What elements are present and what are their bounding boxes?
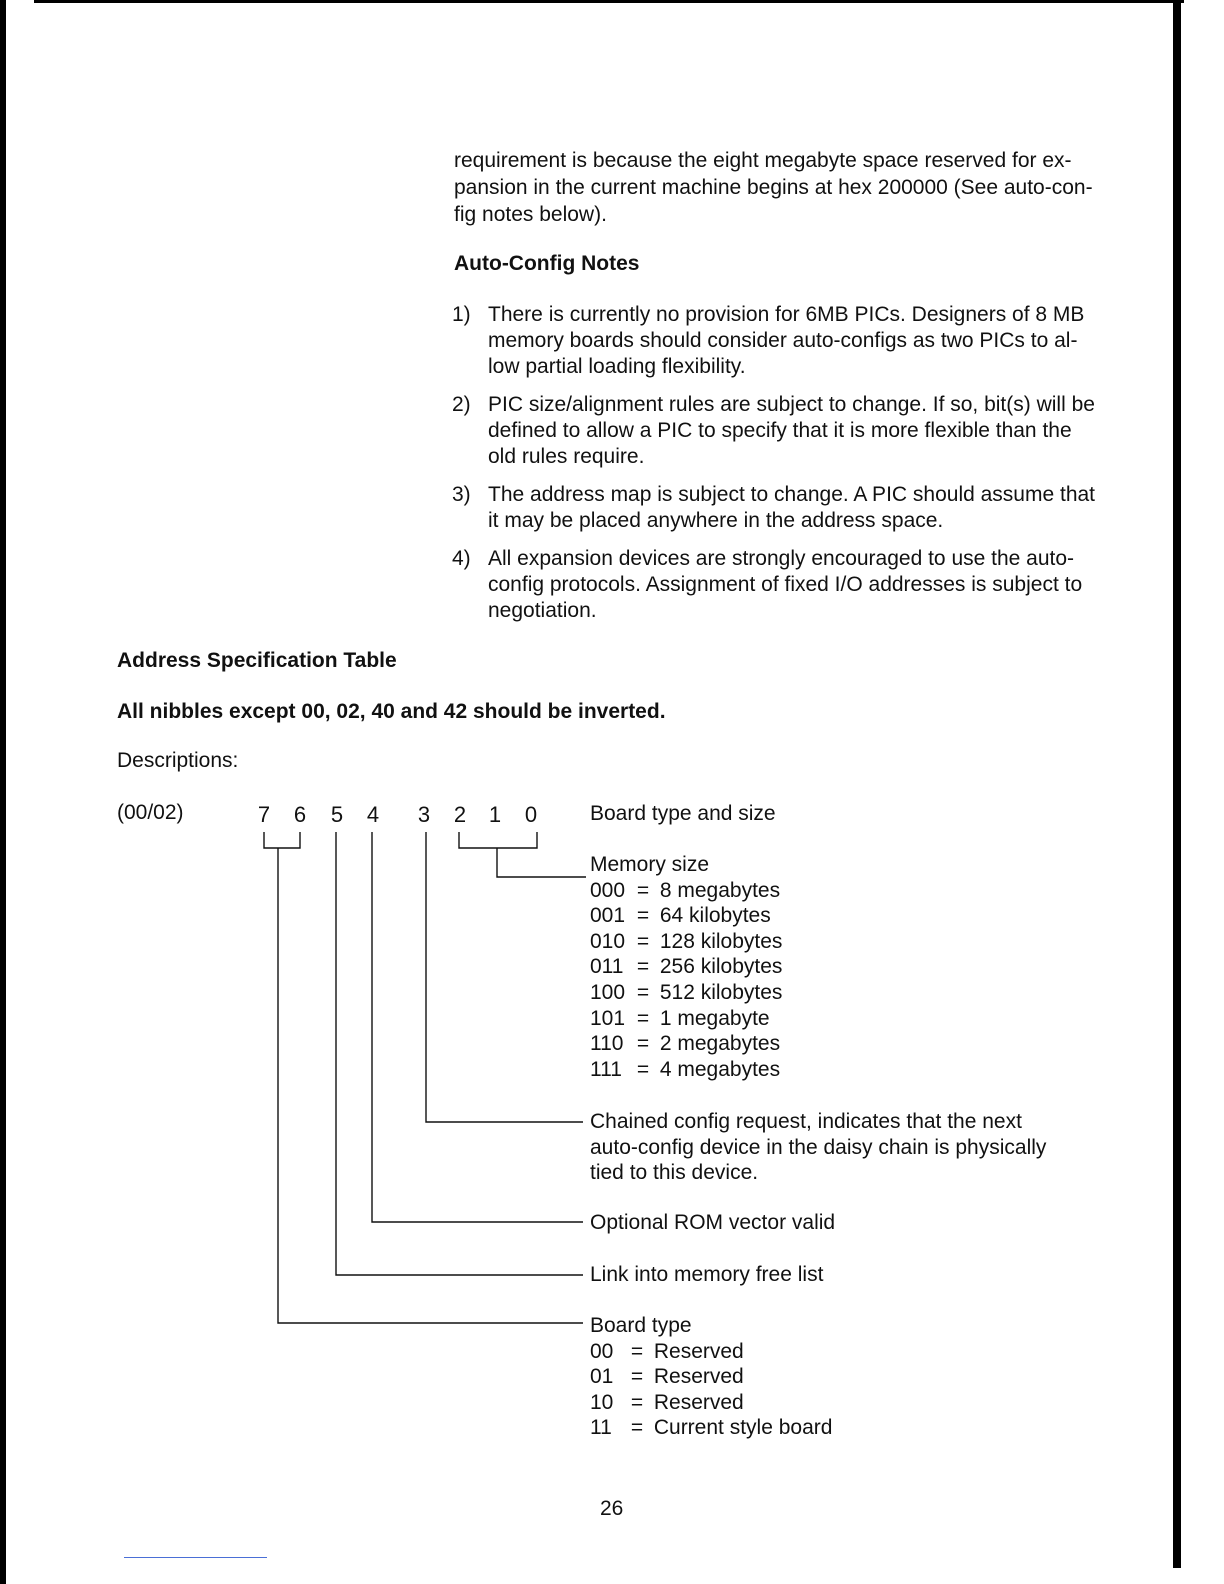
bit-5: 5 xyxy=(330,802,344,827)
bit-2: 2 xyxy=(453,802,467,827)
spec-heading: Address Specification Table xyxy=(117,649,397,672)
note-number: 2) xyxy=(452,393,471,416)
board-type-row: 01 = Reserved xyxy=(590,1365,744,1389)
bit-3: 3 xyxy=(417,802,431,827)
note-line: PIC size/alignment rules are subject to change. If so, bit(s) will be xyxy=(488,393,1095,416)
leader-free-list xyxy=(336,832,583,1275)
memory-size-row: 010 = 128 kilobytes xyxy=(590,929,783,953)
chained-config-desc: Chained config request, indicates that the next auto-config device in the daisy chain is physically tied to this device. xyxy=(590,1110,1047,1185)
leader-chained xyxy=(426,832,583,1122)
memory-size-row: 000 = 8 megabytes xyxy=(590,878,781,902)
note-line: negotiation. xyxy=(488,599,597,622)
note-number: 4) xyxy=(452,547,471,570)
memory-size-label: Memory size xyxy=(590,853,710,876)
note-number: 3) xyxy=(452,483,471,506)
memory-size-row: 110 = 2 megabytes xyxy=(590,1032,781,1056)
bit-4: 4 xyxy=(366,802,380,827)
bracket-bits-2-0 xyxy=(459,832,537,848)
bit-0: 0 xyxy=(524,802,538,827)
intro-line: fig notes below). xyxy=(454,203,607,226)
note-number: 1) xyxy=(452,303,471,326)
board-type-row: 10 = Reserved xyxy=(590,1390,744,1414)
note-line: All expansion devices are strongly encouraged to use the auto- xyxy=(488,547,1075,570)
leader-rom-vector xyxy=(372,832,583,1222)
board-type-row: 11 = Current style board xyxy=(590,1416,833,1440)
note-line: memory boards should consider auto-configs as two PICs to al- xyxy=(488,329,1078,352)
note-line: low partial loading flexibility. xyxy=(488,355,746,378)
note-line: The address map is subject to change. A PIC should assume that xyxy=(488,483,1096,506)
note-line: config protocols. Assignment of fixed I/O addresses is subject to xyxy=(488,573,1083,596)
memory-size-block xyxy=(590,852,782,1082)
bit-1: 1 xyxy=(488,802,502,827)
bracket-bits-7-6 xyxy=(264,832,300,848)
field-title: Board type and size xyxy=(590,802,776,825)
free-list-desc: Link into memory free list xyxy=(590,1263,824,1286)
leader-board-type xyxy=(278,848,583,1323)
bit-7: 7 xyxy=(257,802,271,827)
memory-size-row: 100 = 512 kilobytes xyxy=(590,980,783,1004)
intro-line: pansion in the current machine begins at hex 200000 (See auto-con- xyxy=(454,176,1093,199)
rom-vector-desc: Optional ROM vector valid xyxy=(590,1211,836,1234)
board-type-label: Board type xyxy=(590,1314,692,1337)
memory-size-row: 011 = 256 kilobytes xyxy=(590,955,783,979)
page-number: 26 xyxy=(600,1497,624,1520)
register-label: (00/02) xyxy=(117,801,184,824)
board-type-block xyxy=(590,1313,832,1441)
note-line: There is currently no provision for 6MB PICs. Designers of 8 MB xyxy=(488,303,1085,326)
bit-6: 6 xyxy=(293,802,307,827)
note-line: defined to allow a PIC to specify that it is more flexible than the xyxy=(488,419,1072,442)
intro-line: requirement is because the eight megabyte space reserved for ex- xyxy=(454,149,1072,172)
board-type-row: 00 = Reserved xyxy=(590,1339,744,1363)
descriptions-label: Descriptions: xyxy=(117,749,239,772)
note-line: old rules require. xyxy=(488,445,645,468)
memory-size-row: 111 = 4 megabytes xyxy=(590,1057,781,1081)
leader-memory-size xyxy=(497,848,586,877)
spec-subheading: All nibbles except 00, 02, 40 and 42 should be inverted. xyxy=(117,700,666,723)
memory-size-row: 001 = 64 kilobytes xyxy=(590,904,771,928)
note-line: it may be placed anywhere in the address space. xyxy=(488,509,944,532)
memory-size-row: 101 = 1 megabyte xyxy=(590,1006,770,1030)
notes-heading: Auto-Config Notes xyxy=(454,252,640,275)
